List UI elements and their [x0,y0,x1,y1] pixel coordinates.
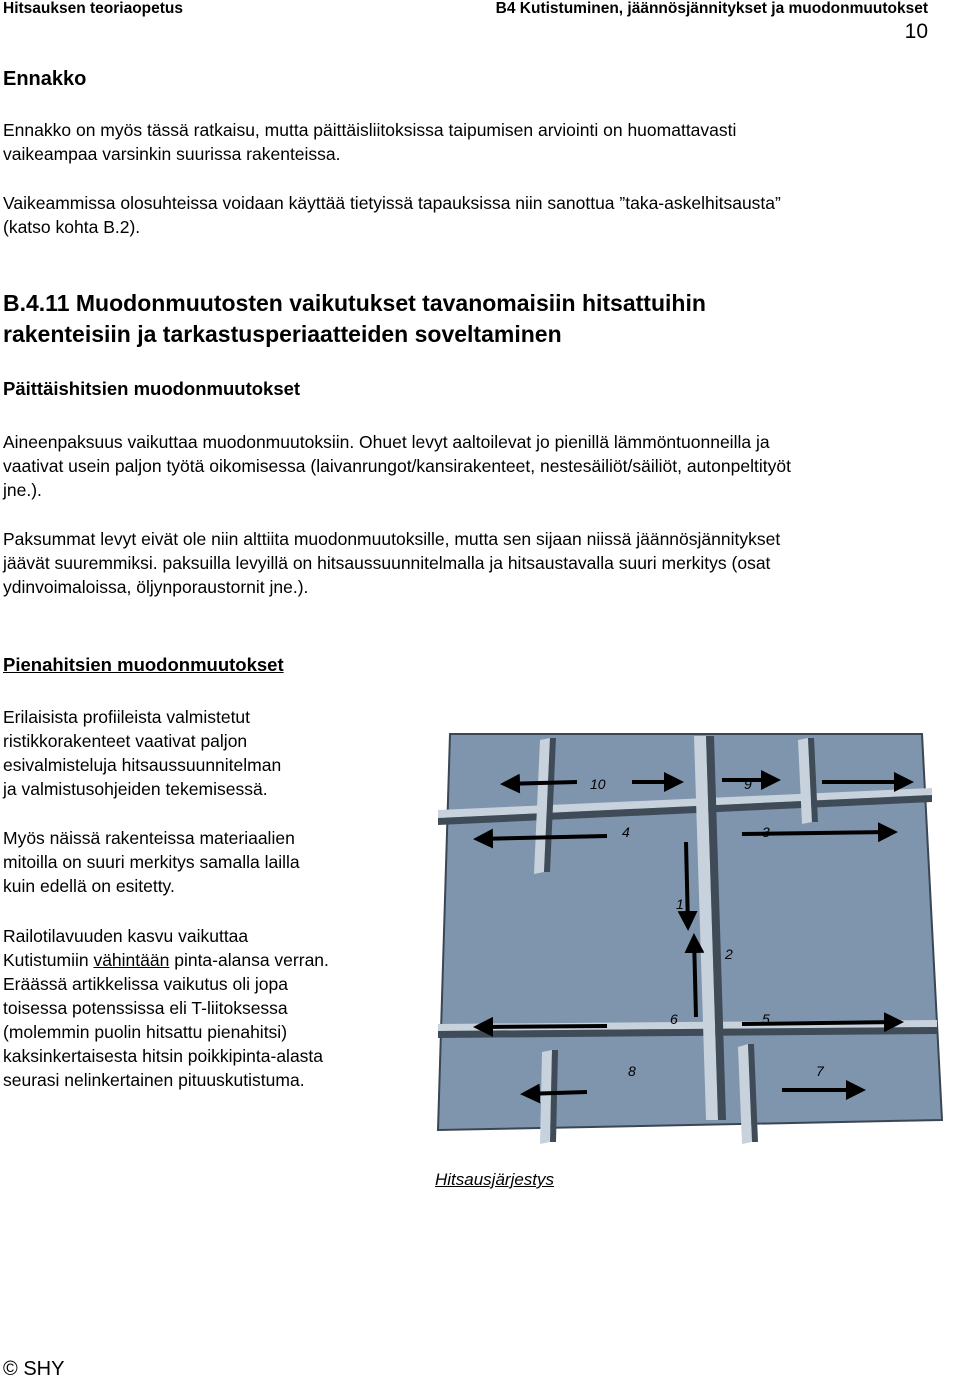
underlined-word: vähintään [93,950,170,970]
ennakko-paragraph-1 [3,118,736,166]
text-line: Paksummat levyt eivät ole niin alttiita muodonmuutoksille, mutta sen sijaan niissä jäännösjännitykset [3,529,781,549]
text-line: (katso kohta B.2). [3,217,141,237]
page-number: 10 [904,20,928,43]
arrow-10 [504,782,577,784]
paittais-paragraph-2 [3,527,780,599]
welding-sequence-figure [432,722,952,1152]
figure-label: 7 [816,1063,824,1079]
arrow-2 [694,937,696,1017]
section-title-b411 [3,288,706,350]
text-line: toisessa potenssissa eli T-liitoksessa [3,998,288,1018]
text-line: seurasi nelinkertainen pituuskutistuma. [3,1070,305,1090]
figure-label: 1 [676,896,684,912]
text-line: kaksinkertaisesta hitsin poikkipinta-alasta [3,1046,324,1066]
figure-label: 3 [762,824,770,840]
text-line [3,948,329,972]
figure-label: 6 [670,1011,678,1027]
piena-paragraph-2 [3,826,300,898]
text-line: Vaikeammissa olosuhteissa voidaan käyttää tietyissä tapauksissa niin sanottua ”taka-askelhitsausta” [3,193,781,213]
section-title-pienahitsit: Pienahitsien muodonmuutokset [3,654,284,675]
section-title-paittaishitsit: Päittäishitsien muodonmuutokset [3,378,301,399]
text-fragment: Kutistumiin [3,950,94,970]
footer-text: SHY [23,1358,65,1380]
ennakko-paragraph-2 [3,191,781,239]
piena-paragraph-3 [3,924,329,972]
figure-label: 9 [744,776,752,792]
figure-label: 10 [590,776,606,792]
header-right: B4 Kutistuminen, jäännösjännitykset ja muodonmuutokset [495,0,928,17]
text-line: jäävät suuremmiksi. paksuilla levyillä on hitsaussuunnitelmalla ja hitsaustavalla suuri merkitys (osat [3,553,771,573]
arrow-1 [686,842,688,927]
text-line: Railotilavuuden kasvu vaikuttaa [3,926,249,946]
text-line: kuin edellä on esitetty. [3,876,175,896]
text-line: mitoilla on suuri merkitys samalla lailla [3,852,300,872]
header-left: Hitsauksen teoriaopetus [3,0,184,17]
text-line: Myös näissä rakenteissa materiaalien [3,828,295,848]
figure-label: 5 [762,1011,770,1027]
figure-caption: Hitsausjärjestys [435,1170,555,1189]
arrow-8 [524,1092,587,1094]
paittais-paragraph-1 [3,430,791,502]
title-line: B.4.11 Muodonmuutosten vaikutukset tavanomaisiin hitsattuihin [3,290,706,316]
piena-paragraph-4 [3,972,323,1092]
copyright-icon: © [3,1358,18,1380]
text-line: ja valmistusohjeiden tekemisessä. [3,779,268,799]
text-line: vaativat usein paljon työtä oikomisessa (laivanrungot/kansirakenteet, nestesäiliöt/säiliöt, autonpeltityöt [3,456,791,476]
section-title-ennakko: Ennakko [3,68,87,90]
figure-label: 4 [622,824,630,840]
title-line: rakenteisiin ja tarkastusperiaatteiden soveltaminen [3,321,562,347]
piena-paragraph-1 [3,705,281,801]
text-line: jne.). [3,480,42,500]
stiffener-bottom-left [540,1050,552,1144]
text-line: (molemmin puolin hitsattu pienahitsi) [3,1022,288,1042]
footer [3,1358,64,1381]
figure-label: 8 [628,1063,636,1079]
text-line: Ennakko on myös tässä ratkaisu, mutta päittäisliitoksissa taipumisen arviointi on huomattavasti [3,120,737,140]
text-line: Eräässä artikkelissa vaikutus oli jopa [3,974,288,994]
text-line: Aineenpaksuus vaikuttaa muodonmuutoksiin. Ohuet levyt aaltoilevat jo pienillä lämmöntuonneilla ja [3,432,770,452]
text-line: ydinvoimaloissa, öljynporaustornit jne.). [3,577,309,597]
text-line: ristikkorakenteet vaativat paljon [3,731,248,751]
arrow-6 [477,1026,607,1027]
text-line: vaikeampaa varsinkin suurissa rakenteissa. [3,144,341,164]
text-line: esivalmisteluja hitsaussuunnitelman [3,755,282,775]
figure-label: 2 [725,946,733,962]
text-line: Erilaisista profiileista valmistetut [3,707,251,727]
text-fragment: pinta-alansa verran. [169,950,329,970]
